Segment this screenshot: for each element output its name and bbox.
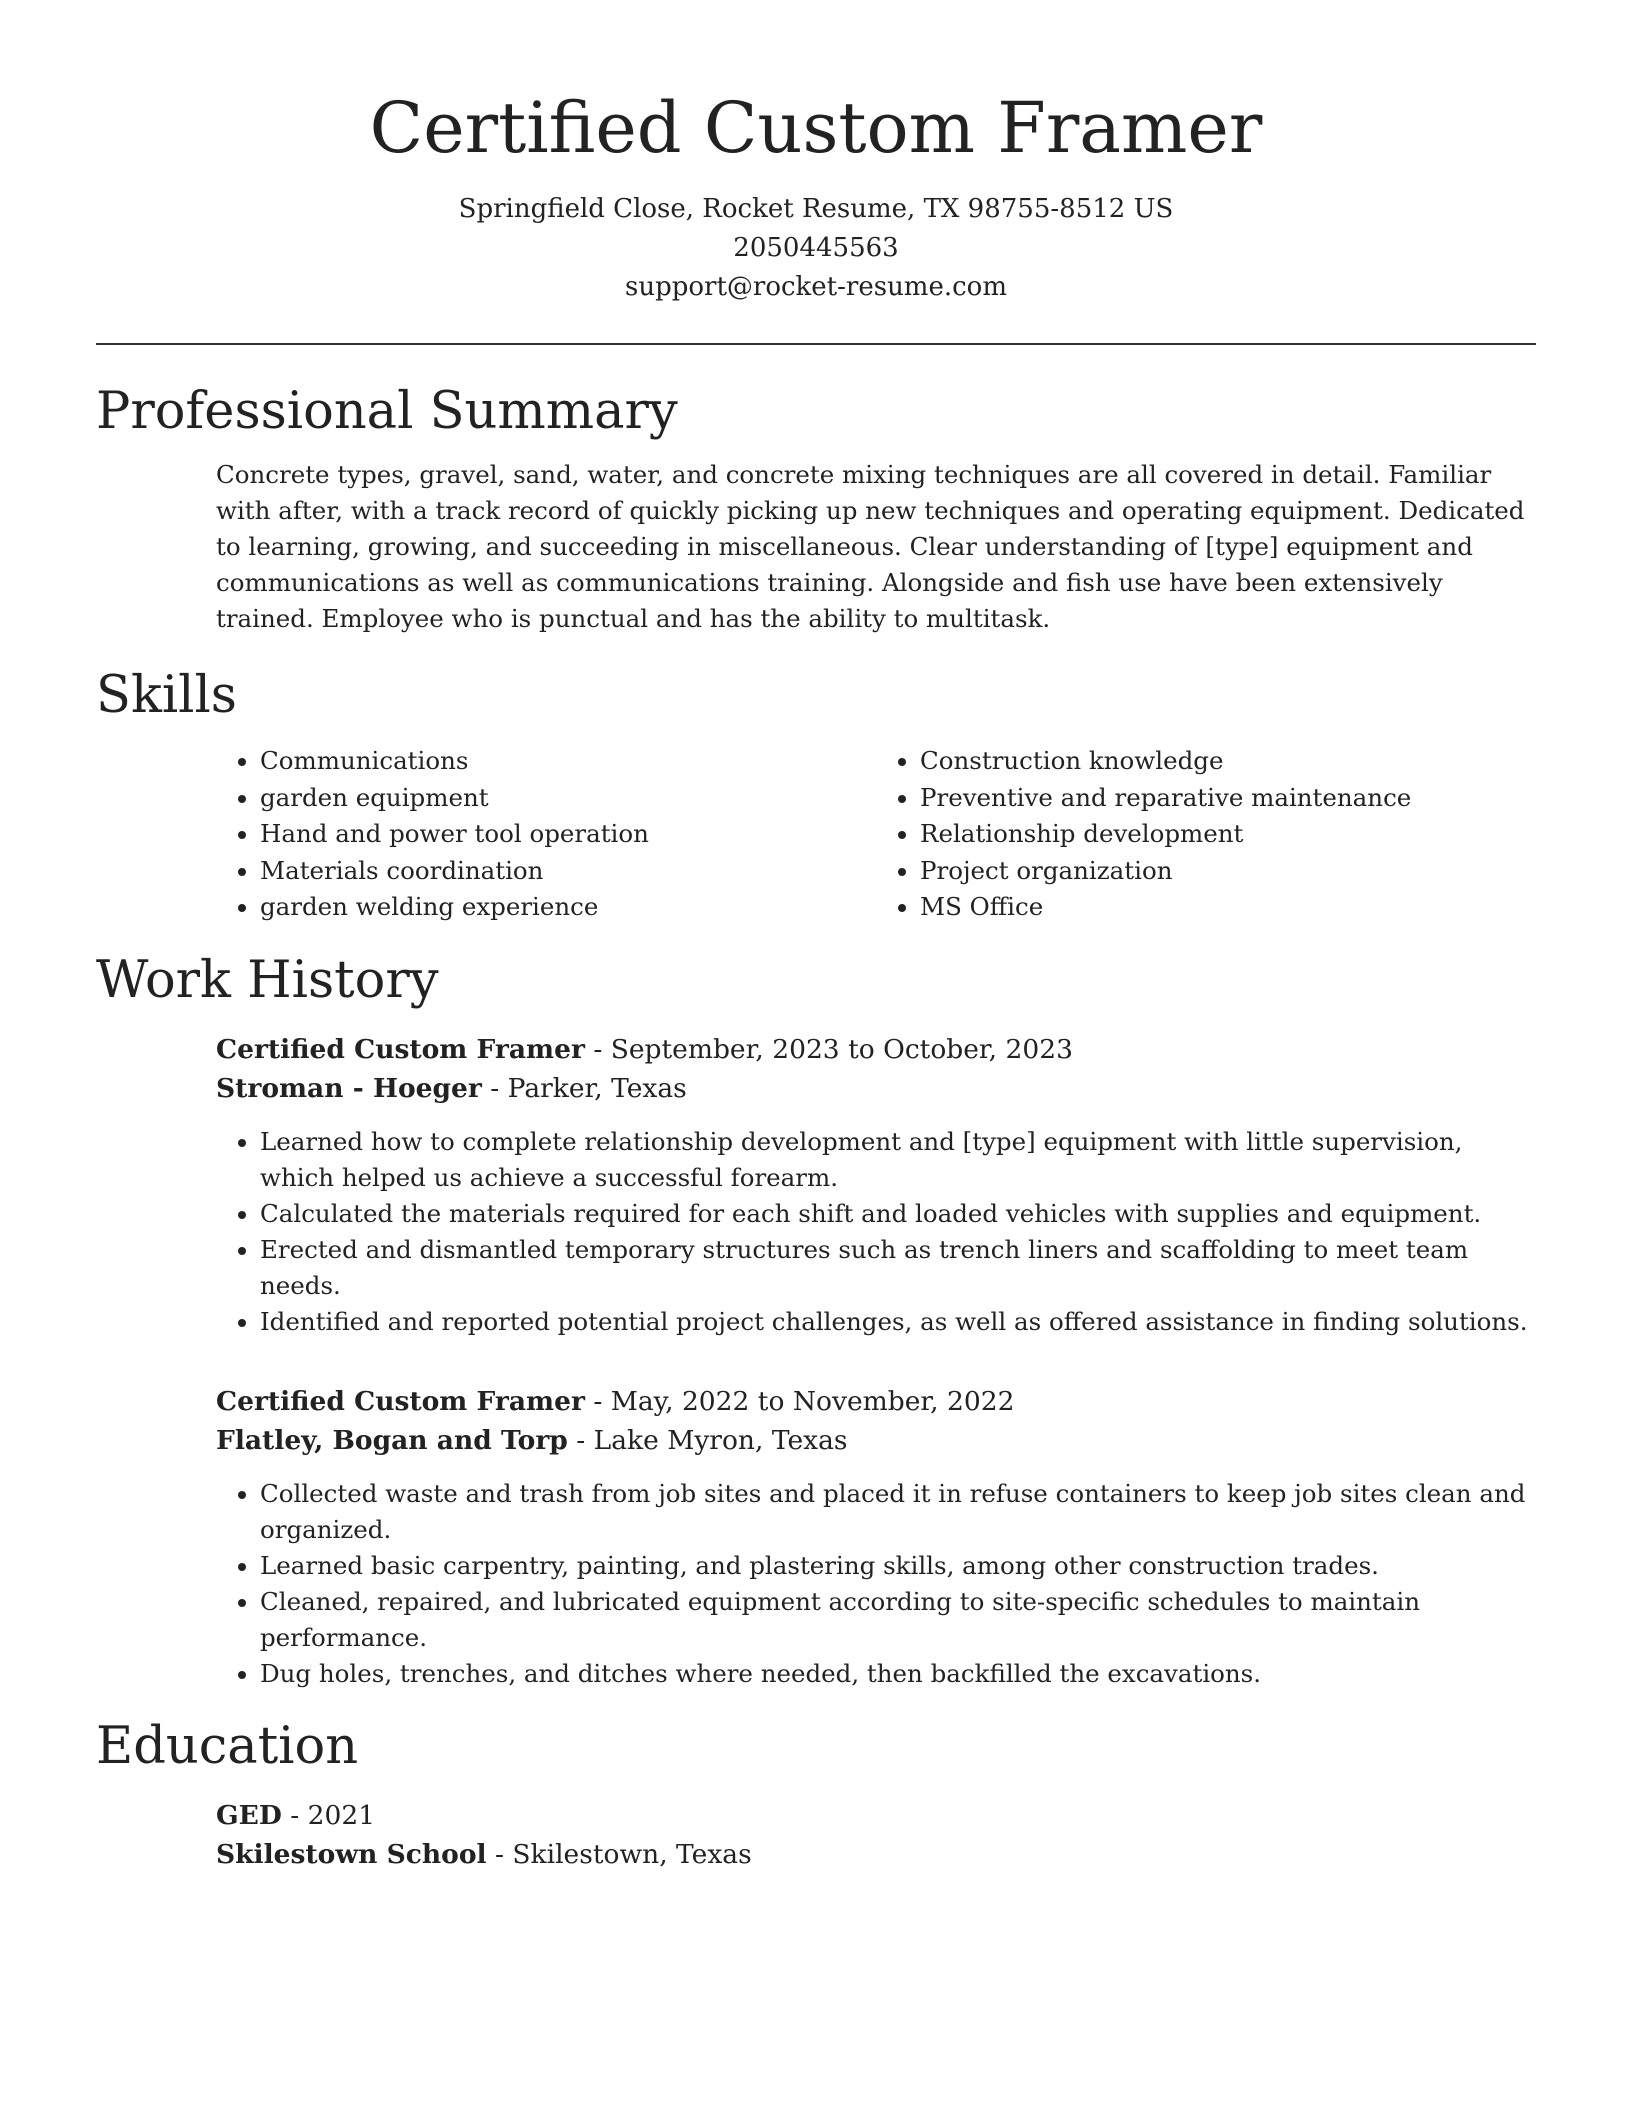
- resume-header: [96, 0, 1536, 307]
- job-location: - Parker, Texas: [481, 1072, 687, 1104]
- professional-summary-section: [96, 381, 1536, 637]
- section-title: Skills: [96, 666, 237, 725]
- education-degree: GED: [216, 1799, 282, 1831]
- skill-item: • Materials coordination: [260, 853, 876, 890]
- job-title-line: [216, 1382, 1536, 1421]
- job-company-line: [216, 1421, 1536, 1460]
- section-title: Work History: [96, 950, 439, 1010]
- skills-list-right: [876, 743, 1536, 926]
- job-bullet: • Collected waste and trash from job sites and placed it in refuse containers to keep job sites clean and organized.: [260, 1476, 1536, 1548]
- header-divider: [96, 343, 1536, 345]
- job-bullet: • Dug holes, trenches, and ditches where needed, then backfilled the excavations.: [260, 1656, 1536, 1692]
- skill-item: • garden welding experience: [260, 889, 876, 926]
- skill-item: • Construction knowledge: [920, 743, 1536, 780]
- job-bullet: • Learned basic carpentry, painting, and plastering skills, among other construction trades.: [260, 1548, 1536, 1584]
- education-year: - 2021: [281, 1799, 376, 1831]
- candidate-name: Certified Custom Framer: [369, 87, 1263, 169]
- address: Springfield Close, Rocket Resume, TX 98755-8512 US: [458, 194, 1174, 224]
- skill-item: • Preventive and reparative maintenance: [920, 780, 1536, 817]
- job-dates: - May, 2022 to November, 2022: [584, 1385, 1015, 1417]
- job-bullets: [216, 1476, 1536, 1692]
- job-company: Flatley, Bogan and Torp: [216, 1424, 568, 1456]
- job-company: Stroman - Hoeger: [216, 1072, 482, 1104]
- job-bullet: • Erected and dismantled temporary structures such as trench liners and scaffolding to meet team needs.: [260, 1232, 1536, 1304]
- job-bullet: • Identified and reported potential project challenges, as well as offered assistance in finding solutions.: [260, 1304, 1536, 1340]
- job-entry: [216, 1030, 1536, 1340]
- work-history-section: [96, 950, 1536, 1692]
- education-section: [96, 1716, 1536, 1874]
- skills-list-left: [216, 743, 876, 926]
- summary-text: Concrete types, gravel, sand, water, and concrete mixing techniques are all covered in detail. Familiar with after, with a track record of quickly picking up new techniques and operating equipment. Dedicated to learning, growing, and succeeding in miscellaneous. Clear understanding of [type] equipment and communications as well as communications training. Alongside and fish use have been extensively trained. Employee who is punctual and has the ability to multitask.: [216, 460, 1525, 633]
- phone: 2050445563: [733, 233, 899, 263]
- job-title: Certified Custom Framer: [216, 1033, 585, 1065]
- section-title: Education: [96, 1716, 359, 1776]
- section-title: Professional Summary: [96, 382, 678, 441]
- education-degree-line: [216, 1796, 1536, 1835]
- job-title-line: [216, 1030, 1536, 1069]
- contact-info: [96, 190, 1536, 307]
- skill-item: • Project organization: [920, 853, 1536, 890]
- skills-grid: [96, 743, 1536, 926]
- education-entry: [96, 1796, 1536, 1874]
- skill-item: • garden equipment: [260, 780, 876, 817]
- job-location: - Lake Myron, Texas: [567, 1424, 848, 1456]
- job-entry: [216, 1382, 1536, 1692]
- skill-item: • Hand and power tool operation: [260, 816, 876, 853]
- job-bullet: • Learned how to complete relationship development and [type] equipment with little supervision, which helped us achieve a successful forearm.: [260, 1124, 1536, 1196]
- education-school-line: [216, 1835, 1536, 1874]
- job-dates: - September, 2023 to October, 2023: [584, 1033, 1073, 1065]
- education-school: Skilestown School: [216, 1838, 487, 1870]
- job-bullet: • Cleaned, repaired, and lubricated equipment according to site-specific schedules to maintain performance.: [260, 1584, 1536, 1656]
- skill-item: • MS Office: [920, 889, 1536, 926]
- job-company-line: [216, 1069, 1536, 1108]
- skill-item: • Communications: [260, 743, 876, 780]
- skill-item: • Relationship development: [920, 816, 1536, 853]
- job-bullet: • Calculated the materials required for each shift and loaded vehicles with supplies and equipment.: [260, 1196, 1536, 1232]
- job-bullets: [216, 1124, 1536, 1340]
- skills-section: [96, 665, 1536, 926]
- job-title: Certified Custom Framer: [216, 1385, 585, 1417]
- email: support@rocket-resume.com: [624, 272, 1007, 302]
- education-location: - Skilestown, Texas: [486, 1838, 752, 1870]
